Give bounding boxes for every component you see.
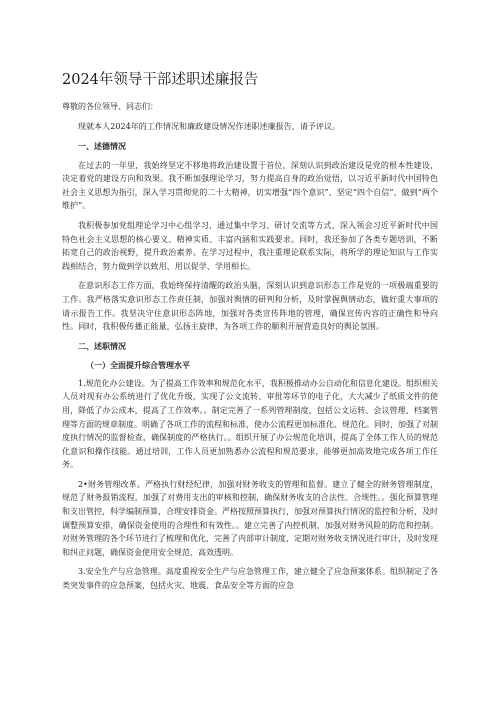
paragraph: 在意识形态工作方面，我始终保持清醒的政治头脑，深刻认识到意识形态工作是党的一项极端重要的工作。我严格落实意识形态工作责任制，加强对舆情的研判和分析，及时掌握舆情动态，做好重大事项的请示报告工作。我坚决守住意识形态阵地，加强对各类宣传阵地的管理，确保宣传内容的正确性和导向性。同时，我积极传播正能量，弘扬主旋律，为各项工作的顺利开展营造良好的舆论氛围。 <box>62 281 438 332</box>
list-item: 2•财务管理改革。严格执行财经纪律，加强对财务收支的管理和监督。建立了健全的财务管理制度，规范了财务报销流程，加强了对费用支出的审核和控制，确保财务收支的合法性、合规性。。强化预算管理和支出管控，科学编制预算，合理安排资金。严格按照预算执行，加强对预算执行情况的监控和分析，及时调整预算安排，确保资金使用的合理性和有效性。。建立完善了内控机制，加强对财务风险的防范和控制。对财务管理的各个环节进行了梳理和优化，完善了内部审计制度，定期对财务收支情况进行审计，及时发现和纠正问题，确保资金使用安全规范、高效透明。 <box>62 479 438 557</box>
list-item: 3.安全生产与应急管理。高度重视安全生产与应急管理工作，建立健全了应急预案体系。组织制定了各类突发事件的应急预案，包括火灾、地震、食品安全等方面的应急 <box>62 567 438 591</box>
subsection-heading-management: （一）全面提升综合管理水平 <box>86 360 190 370</box>
intro-paragraph: 现就本人2024年的工作情况和廉政建设情况作述职述廉报告，请予评议。 <box>78 122 341 131</box>
paragraph: 我积极参加党组理论学习中心组学习，通过集中学习、研讨交流等方式，深入领会习近平新时代中国特色社会主义思想的核心要义、精神实质、丰富内涵和实践要求。同时，我还参加了各类专题培训，不断拓宽自己的政治视野，提升政治素养。在学习过程中，我注重理论联系实际，将所学的理论知识与工作实践相结合，努力做到学以致用、用以促学、学用相长。 <box>62 220 438 271</box>
paragraph: 在过去的一年里，我始终坚定不移地将政治建设置于首位，深刻认识到政治建设是党的根本性建设，决定着党的建设方向和效果。我不断加强理论学习，努力提高自身的政治觉悟，以习近平新时代中国特色社会主义思想为指引，深入学习贯彻党的二十大精神，切实增强“四个意识”、坚定“四个自信”、做到“两个维护”。 <box>62 160 438 211</box>
document-title: 2024年领导干部述职述廉报告 <box>62 72 259 88</box>
section-heading-duties: 二、述职情况 <box>78 341 126 351</box>
salutation: 尊敬的各位领导、同志们： <box>62 102 158 111</box>
section-heading-morality: 一、述德情况 <box>78 141 126 151</box>
list-item: 1.规范化办公建设。为了提高工作效率和规范化水平，我积极推动办公自动化和信息化建设。组织相关人员对现有办公系统进行了优化升级，实现了公文流转、审批等环节的电子化，大大减少了纸质文件的使用，降低了办公成本，提高了工作效率。。制定完善了一系列管理制度，包括公文运转、会议管理、档案管理等方面的规章制度。明确了各项工作的流程和标准，使办公流程更加标准化、规范化。同时，加强了对制度执行情况的监督检查，确保制度的严格执行。。组织开展了办公规范化培训，提高了全体工作人员的规范化意识和操作技能。通过培训，工作人员更加熟悉办公流程和规范要求，能够更加高效地完成各项工作任务。 <box>62 378 438 470</box>
document-page <box>62 70 438 599</box>
